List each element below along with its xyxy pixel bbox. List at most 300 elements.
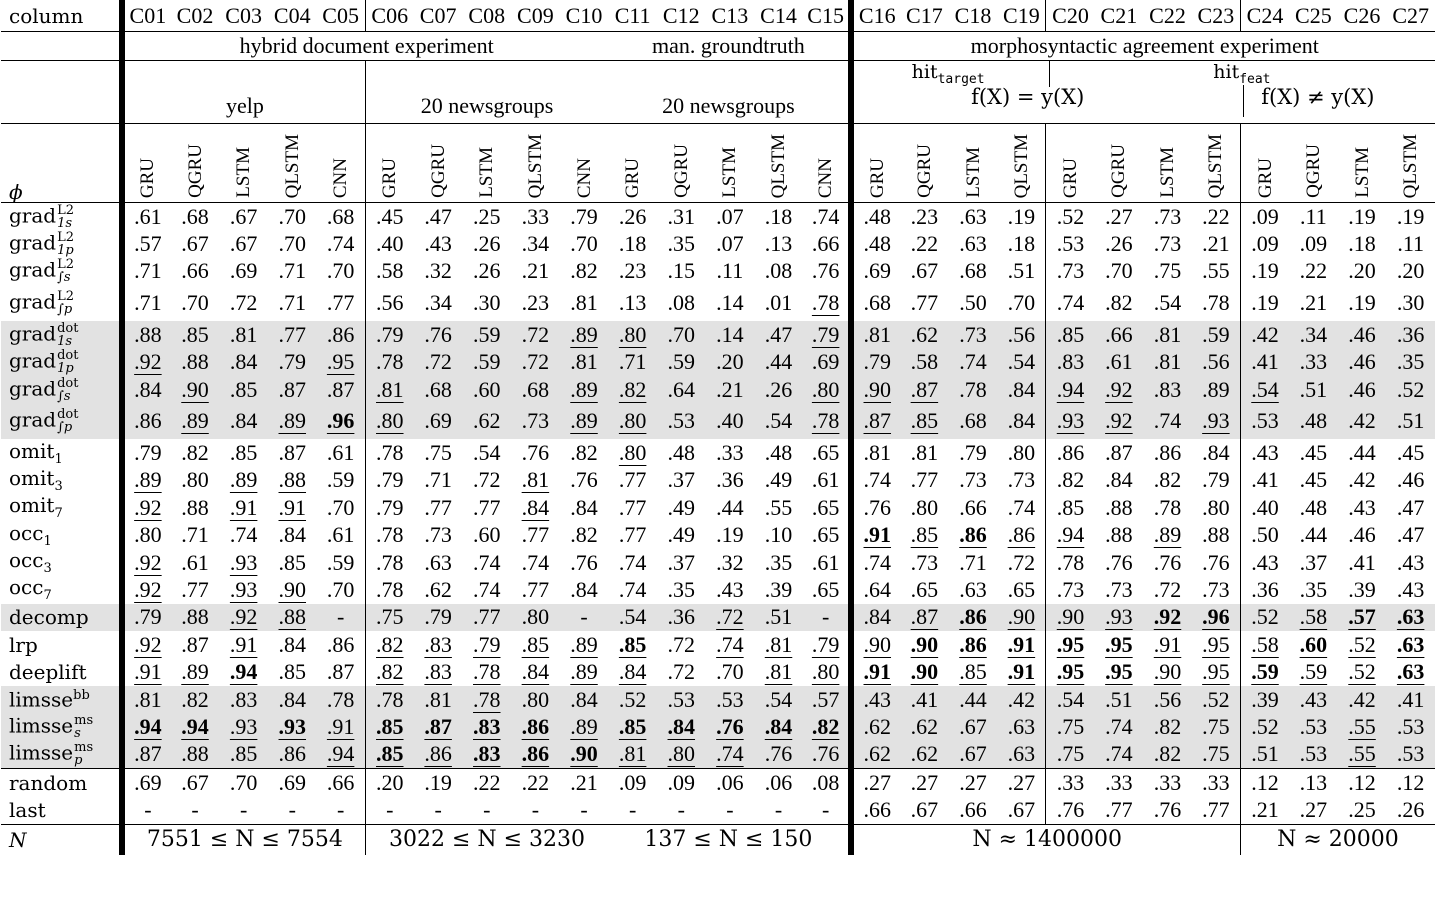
architecture-header [511,124,560,203]
value-cell [365,604,414,631]
value: .90 [910,659,939,685]
architecture-header [1289,124,1338,203]
value: .63 [1396,659,1425,685]
value-cell [1192,631,1241,658]
value-cell [414,713,463,740]
value-cell [1289,741,1338,769]
value: .94 [134,713,162,739]
value: .83 [473,741,501,767]
value-cell [754,285,803,321]
value-cell [122,349,171,376]
value: .35 [667,231,696,257]
value-cell [608,522,657,549]
value: .75 [1202,741,1230,767]
value: .32 [424,258,452,284]
value-cell [511,439,560,466]
value-cell [900,258,949,285]
value: .74 [1056,290,1085,316]
value-cell [365,576,414,603]
value: .70 [326,576,355,602]
value-cell [1386,349,1435,376]
table-row-occ [1,576,1435,603]
value-cell [803,203,852,231]
architecture-label: LSTM [1157,147,1179,198]
value-cell [414,403,463,439]
value-cell [511,549,560,576]
value: .43 [1251,549,1279,575]
value: .76 [1105,549,1133,575]
value-cell [462,713,511,740]
value: .75 [1153,258,1182,284]
value-cell [1143,349,1192,376]
value: .33 [1105,769,1133,795]
value: .70 [1007,290,1036,316]
value-cell [414,285,463,321]
value-cell [1338,522,1387,549]
value-cell [511,285,560,321]
value-cell [171,285,220,321]
value-cell [949,230,998,257]
value: .45 [1299,440,1328,466]
value: .42 [1007,686,1036,712]
value-cell [900,203,949,231]
value: .09 [667,769,696,795]
value-cell [706,741,755,769]
value: .74 [863,467,892,493]
value: .66 [811,231,840,257]
value: .51 [1251,741,1279,767]
value: .64 [667,376,696,402]
value: .85 [229,376,258,402]
column-id: C19 [997,0,1046,32]
value-cell [268,258,317,285]
value: .10 [764,522,793,548]
value-cell [1143,522,1192,549]
value-cell [949,376,998,403]
value-cell [414,522,463,549]
value-cell [171,549,220,576]
hit-target-label: hit$_{target}$ [911,61,985,87]
value-cell [560,376,609,403]
value: .77 [1202,797,1230,823]
value: - [144,797,152,823]
value-cell [365,258,414,285]
column-id: C05 [317,0,366,32]
value-cell [219,796,268,824]
value-cell [511,522,560,549]
value: .26 [1396,797,1425,823]
value: .43 [1396,576,1425,602]
column-id: C09 [511,0,560,32]
table-row-grad [1,403,1435,439]
value-cell [1095,321,1144,348]
value: .08 [667,290,696,316]
value: .72 [667,631,696,657]
value-cell [171,522,220,549]
value-cell [997,467,1046,494]
value-cell [1338,658,1387,685]
value-cell [949,658,998,685]
value: .86 [1007,522,1036,548]
architecture-header [1095,124,1144,203]
value: .56 [376,290,404,316]
value: .83 [473,713,501,739]
value-cell [122,285,171,321]
value: .80 [1202,494,1230,520]
value: .94 [326,741,355,767]
value: .89 [570,631,598,657]
value: .45 [1299,467,1328,493]
sample-size-cell: 7551 ≤ N ≤ 7554 [122,824,365,855]
value-cell [803,769,852,797]
value-cell [1289,494,1338,521]
value: .46 [1348,321,1376,347]
value-cell [754,349,803,376]
value: .11 [716,258,744,284]
value: .09 [1251,203,1279,229]
value: .41 [1251,349,1279,375]
value-cell [1046,230,1095,257]
value: - [386,797,394,823]
value: .39 [764,576,793,602]
value-cell [1143,403,1192,439]
value-cell [1046,321,1095,348]
value-cell [365,403,414,439]
value: .18 [764,203,793,229]
value: .93 [1202,408,1230,434]
value-cell [317,349,366,376]
architecture-header [560,124,609,203]
value: .73 [959,321,987,347]
value: .84 [1202,440,1230,466]
value-cell [365,658,414,685]
column-id-row [1,0,1435,32]
value: .76 [811,741,840,767]
value: .79 [376,494,404,520]
value-cell [1192,686,1241,713]
value: .72 [229,290,258,316]
value: .09 [1299,231,1328,257]
value: .68 [326,203,355,229]
value-cell [997,376,1046,403]
value: .46 [1348,376,1376,402]
value-cell [1289,713,1338,740]
value-cell [1240,258,1289,285]
value: .43 [1348,494,1376,520]
method-label: limsse$^{bb}$ [1,686,122,713]
empty-cell [1,61,122,124]
value-cell [462,321,511,348]
value-cell [1386,604,1435,631]
value: .35 [1299,576,1328,602]
value: .68 [959,408,987,434]
value-cell [1046,604,1095,631]
value-cell [1143,658,1192,685]
value-cell [900,230,949,257]
value-cell [122,576,171,603]
architecture-header [1143,124,1192,203]
architecture-header [1240,124,1289,203]
value: .59 [667,349,696,375]
value: - [531,797,540,823]
value: .36 [667,604,696,630]
value: .95 [1105,659,1133,685]
value-cell [414,321,463,348]
value: .77 [278,321,307,347]
value: .77 [473,604,501,630]
value-cell [560,403,609,439]
value-cell [1240,769,1289,797]
value-cell [1046,203,1095,231]
value: .90 [1153,659,1182,685]
value-cell [560,686,609,713]
value: .76 [1153,549,1182,575]
value-cell [1095,494,1144,521]
value: .69 [811,349,840,375]
architecture-label: QGRU [1302,144,1324,198]
value-cell [608,796,657,824]
value: .61 [326,440,355,466]
value: .92 [1105,376,1133,402]
table-row-grad [1,321,1435,348]
value-cell [171,349,220,376]
value: .89 [570,408,598,434]
value: .83 [424,631,452,657]
value-cell [560,285,609,321]
value: .70 [181,290,209,316]
value: .34 [521,231,550,257]
value: .27 [863,769,892,795]
value: - [336,604,345,630]
table-row-grad [1,376,1435,403]
value-cell [1289,604,1338,631]
value-cell [608,713,657,740]
experiment-header: man. groundtruth [608,32,851,61]
n-label: N [1,824,122,855]
value-cell [803,549,852,576]
column-id: C26 [1338,0,1387,32]
value-cell [900,376,949,403]
value-cell [900,403,949,439]
value: .80 [618,440,647,466]
column-id: C27 [1386,0,1435,32]
value-cell [122,376,171,403]
value: .94 [181,713,209,739]
value: .96 [1202,604,1230,630]
architecture-row [1,124,1435,203]
value: .27 [1299,797,1328,823]
value-cell [219,576,268,603]
value: .74 [811,203,840,229]
architecture-header [949,124,998,203]
value: .74 [229,522,258,548]
value-cell [657,403,706,439]
table-row-omit [1,494,1435,521]
value: .73 [1007,467,1036,493]
value-cell [268,686,317,713]
value: .80 [910,494,939,520]
value-cell [1143,321,1192,348]
value-cell [608,741,657,769]
column-id: C17 [900,0,949,32]
value: .63 [1396,604,1425,630]
value-cell [317,658,366,685]
value: .50 [1251,522,1279,548]
value-cell [754,631,803,658]
value-cell [997,604,1046,631]
value: .47 [1396,494,1425,520]
value-cell [949,522,998,549]
value: .33 [1202,769,1230,795]
value: .95 [326,349,355,375]
value-cell [754,258,803,285]
value: .27 [910,769,939,795]
value-cell [851,604,900,631]
column-id: C07 [414,0,463,32]
value-cell [171,258,220,285]
value-cell [1095,796,1144,824]
value-cell [706,604,755,631]
architecture-label: QLSTM [524,133,546,198]
value: .19 [424,769,452,795]
value: .91 [229,631,258,657]
value: .21 [1251,797,1279,823]
value: .63 [1396,631,1425,657]
value-cell [560,522,609,549]
value: .78 [1056,549,1085,575]
value-cell [754,658,803,685]
value: .43 [863,686,892,712]
value: .71 [181,522,209,548]
value-cell [171,403,220,439]
value: .90 [1056,604,1085,630]
value-cell [608,549,657,576]
value: .74 [716,631,744,657]
value-cell [803,285,852,321]
value-cell [414,376,463,403]
value: .84 [764,713,793,739]
value-cell [900,439,949,466]
value: .27 [1105,203,1133,229]
value-cell [511,403,560,439]
column-header-label: column [1,0,122,32]
hit-divider-1 [1049,61,1050,87]
value: .48 [1299,408,1328,434]
value: .77 [618,494,647,520]
value: .55 [764,494,793,520]
value: .73 [1153,203,1182,229]
value-cell [462,258,511,285]
value: .49 [667,494,696,520]
value: .86 [959,604,987,630]
value-cell [462,403,511,439]
value-cell [1095,467,1144,494]
value: .68 [863,290,892,316]
method-label: grad L2 1p [9,230,74,259]
value: .64 [863,576,892,602]
value-cell [462,285,511,321]
value-cell [900,285,949,321]
value: .44 [764,349,793,375]
architecture-label: GRU [866,157,888,198]
architecture-label: QLSTM [768,133,790,198]
value-cell [997,203,1046,231]
value: .78 [326,686,355,712]
value-cell [462,741,511,769]
value-cell [511,686,560,713]
value-cell [365,376,414,403]
value-cell [851,258,900,285]
value: .91 [326,713,355,739]
value-cell [365,321,414,348]
value-cell [1240,439,1289,466]
value: .86 [424,741,452,767]
value: .77 [326,290,355,316]
value-cell [268,796,317,824]
value: .43 [716,576,744,602]
value-cell [1143,741,1192,769]
value: .52 [1396,376,1425,402]
value: .51 [1007,258,1036,284]
value-cell [122,230,171,257]
value: .45 [376,203,404,229]
value-cell [1095,549,1144,576]
method-label: occ$_3$ [9,548,52,577]
table-row-grad [1,349,1435,376]
value: .06 [764,769,793,795]
value-cell [268,203,317,231]
value-cell [171,439,220,466]
column-id: C13 [706,0,755,32]
value-cell [1192,604,1241,631]
value-cell [754,376,803,403]
method-label: limsse ms s [1,713,122,740]
value-cell [1192,403,1241,439]
value: .41 [1396,686,1425,712]
value: .77 [521,522,550,548]
value: .73 [521,408,550,434]
value: .33 [521,203,550,229]
value: .59 [1202,321,1230,347]
value-cell [1386,467,1435,494]
architecture-header [851,124,900,203]
value-cell [900,494,949,521]
value: - [726,797,734,823]
value-cell [365,349,414,376]
value-cell [268,631,317,658]
architecture-header [171,124,220,203]
value-cell [1095,349,1144,376]
value-cell [1143,686,1192,713]
value-cell [1386,403,1435,439]
value-cell [122,796,171,824]
value-cell [560,741,609,769]
value-cell [268,349,317,376]
value-cell [122,769,171,797]
value-cell [657,494,706,521]
value: - [191,797,199,823]
value-cell [1338,258,1387,285]
value: .74 [618,576,647,602]
value: .94 [1056,522,1085,548]
method-label: random [1,769,122,797]
value: .60 [1299,631,1328,657]
value-cell [219,604,268,631]
value-cell [657,439,706,466]
value-cell [1192,258,1241,285]
value: .90 [1007,604,1036,630]
value: .54 [764,686,793,712]
